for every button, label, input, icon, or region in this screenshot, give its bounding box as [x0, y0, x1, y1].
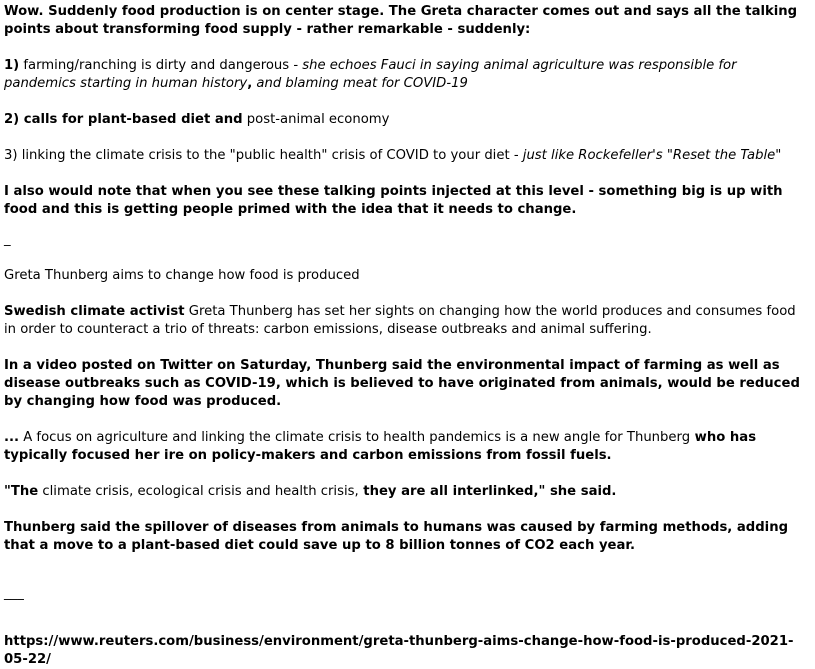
- article-paragraph-1-text: Greta Thunberg has set her sights on changing how the world produces and consumes food in order to counteract a trio of threats: carbon emissions, disease outbreaks and animal suffering.: [4, 304, 796, 337]
- intro-bold: Wow. Suddenly food production is on center stage. The Greta character comes out and says all the talking points about transforming food supply - rather remarkable - suddenly:: [4, 4, 798, 37]
- article-paragraph-5: [4, 519, 811, 555]
- point-1-text: farming/ranching is dirty and dangerous -: [19, 58, 303, 73]
- note-paragraph: [4, 183, 811, 219]
- note-bold: I also would note that when you see these talking points injected at this level - something big is up with food and this is getting people primed with the idea that it needs to change.: [4, 184, 783, 217]
- article-paragraph-4: [4, 483, 811, 501]
- point-1-italic-2: and blaming meat for COVID-19: [252, 76, 468, 91]
- source-url-text[interactable]: https://www.reuters.com/business/environment/greta-thunberg-aims-change-how-food-is-produced-2021-05-22/: [4, 634, 794, 667]
- source-url[interactable]: [4, 633, 811, 669]
- article-paragraph-3-text: A focus on agriculture and linking the climate crisis to health pandemics is a new angle for Thunberg: [19, 430, 691, 445]
- article-paragraph-1: [4, 303, 811, 339]
- point-1-italic-1: she echoes Fauci in saying animal agriculture was responsible for pandemics starting in human history: [4, 58, 737, 91]
- separator-line: ___: [4, 586, 24, 601]
- article-paragraph-4-quote-open: "The: [4, 484, 39, 499]
- article-paragraph-3: [4, 429, 811, 465]
- article-paragraph-3-ellipsis: ...: [4, 430, 20, 445]
- article-paragraph-4-bold: they are all interlinked," she said.: [358, 484, 617, 499]
- point-2: [4, 111, 811, 129]
- point-2-bold: 2) calls for plant-based diet and: [4, 112, 243, 127]
- article-paragraph-3-bold: who has typically focused her ire on policy-makers and carbon emissions from fossil fuels.: [4, 430, 757, 463]
- point-1: [4, 57, 811, 93]
- article-headline: Greta Thunberg aims to change how food is produced: [4, 268, 360, 283]
- intro-paragraph: [4, 3, 811, 39]
- article-paragraph-1-bold: Swedish climate activist: [4, 304, 185, 319]
- article-paragraph-4-text: climate crisis, ecological crisis and health crisis,: [38, 484, 359, 499]
- point-3-italic: just like Rockefeller's "Reset the Table": [522, 148, 782, 163]
- point-3: [4, 147, 811, 165]
- point-2-text: post-animal economy: [242, 112, 390, 127]
- point-3-text: 3) linking the climate crisis to the "public health" crisis of COVID to your diet -: [4, 148, 523, 163]
- article-paragraph-5-bold: Thunberg said the spillover of diseases from animals to humans was caused by farming methods, adding that a move to a plant-based diet could save up to 8 billion tonnes of CO2 each year.: [4, 520, 789, 553]
- article-paragraph-2: [4, 357, 811, 411]
- separator-underscore: _: [4, 232, 11, 247]
- article-paragraph-2-bold: In a video posted on Twitter on Saturday, Thunberg said the environmental impact of farming as well as disease outbreaks such as COVID-19, which is believed to have originated from animals, would be reduced by changing how food was produced.: [4, 358, 800, 409]
- point-1-number: 1): [4, 58, 20, 73]
- point-1-comma: ,: [247, 76, 253, 91]
